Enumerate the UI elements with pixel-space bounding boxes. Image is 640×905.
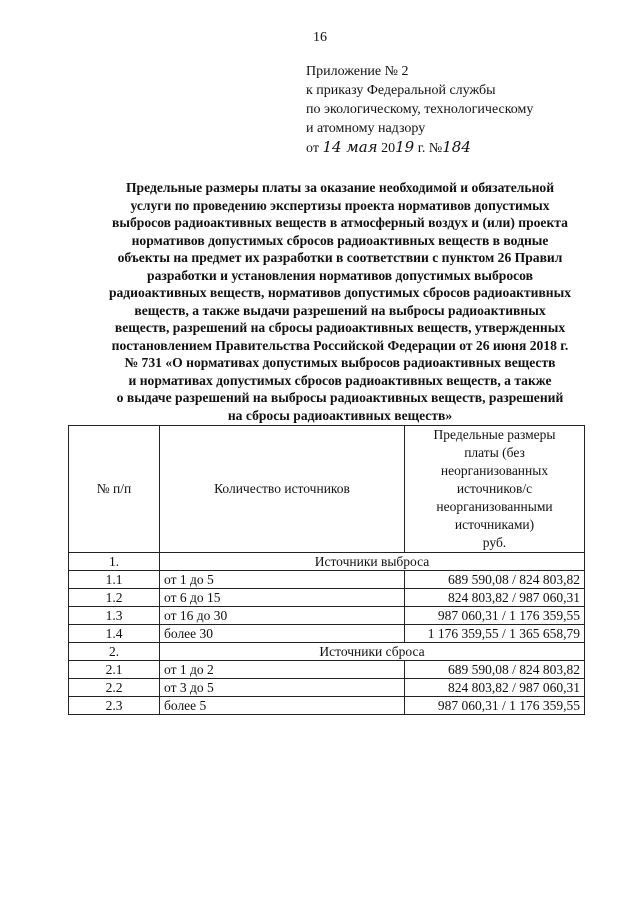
header-fee-line: платы (без — [464, 445, 525, 460]
document-title — [80, 179, 600, 424]
row-fee: 824 803,82 / 987 060,31 — [405, 589, 585, 607]
title-line: на сбросы радиоактивных веществ» — [227, 407, 453, 423]
appendix-block — [306, 62, 533, 158]
section-row — [69, 553, 585, 571]
header-num: № п/п — [69, 426, 160, 553]
title-line: услуги по проведению экспертизы проекта нормативов допустимых — [130, 197, 550, 213]
table-row — [69, 625, 585, 643]
appendix-line-3: по экологическому, технологическому — [306, 102, 534, 117]
year-prefix: 20 — [381, 141, 396, 156]
section-num: 1. — [69, 553, 160, 571]
page-number: 16 — [313, 30, 327, 45]
header-fee-line: неорганизованными — [436, 499, 553, 514]
header-fee-line: неорганизованных — [440, 463, 549, 478]
header-fee-line: Предельные размеры — [433, 427, 556, 442]
title-line: разработки и установления нормативов допустимых выбросов — [147, 267, 533, 283]
row-qty: от 16 до 30 — [160, 607, 405, 625]
table-row — [69, 661, 585, 679]
date-prefix: от — [306, 141, 319, 156]
appendix-date-line — [306, 138, 533, 158]
row-fee: 689 590,08 / 824 803,82 — [405, 571, 585, 589]
title-line: радиоактивных веществ, нормативов допустимых сбросов радиоактивных — [108, 285, 572, 300]
table-row — [69, 679, 585, 697]
date-handwritten: 14 мая — [322, 138, 378, 156]
row-fee: 987 060,31 / 1 176 359,55 — [405, 607, 585, 625]
table-row — [69, 589, 585, 607]
row-num: 1.3 — [69, 607, 160, 625]
year-handwritten: 19 — [395, 138, 415, 156]
header-qty: Количество источников — [160, 426, 405, 553]
row-fee: 689 590,08 / 824 803,82 — [405, 661, 585, 679]
appendix-line-2: к приказу Федеральной службы — [306, 83, 496, 98]
table-row — [69, 697, 585, 715]
row-qty: от 1 до 5 — [160, 571, 405, 589]
title-line: Предельные размеры платы за оказание необходимой и обязательной — [125, 180, 555, 195]
row-num: 2.3 — [69, 697, 160, 715]
row-qty: от 1 до 2 — [160, 661, 405, 679]
row-num: 1.2 — [69, 589, 160, 607]
table-row — [69, 607, 585, 625]
header-fee-line: источниками) — [454, 517, 535, 532]
title-line: постановлением Правительства Российской Федерации от 26 июня 2018 г. — [111, 337, 569, 353]
fee-table — [68, 425, 585, 715]
row-qty: более 5 — [160, 697, 405, 715]
section-num: 2. — [69, 643, 160, 661]
year-suffix: г. № — [417, 141, 443, 156]
title-line: веществ, а также выдачи разрешений на выбросы радиоактивных — [134, 302, 546, 318]
row-qty: от 6 до 15 — [160, 589, 405, 607]
table-header-row — [69, 426, 585, 553]
title-line: № 731 «О нормативах допустимых выбросов радиоактивных веществ — [124, 355, 556, 370]
title-line: нормативов допустимых сбросов радиоактивных веществ в водные — [131, 232, 549, 248]
row-qty: более 30 — [160, 625, 405, 643]
row-qty: от 3 до 5 — [160, 679, 405, 697]
row-num: 2.1 — [69, 661, 160, 679]
header-fee-line: источников/с — [456, 481, 533, 496]
appendix-line-4: и атомному надзору — [306, 121, 426, 136]
section-title: Источники сброса — [160, 643, 585, 661]
header-fee-line: руб. — [482, 535, 507, 550]
order-number-handwritten: 184 — [442, 138, 471, 156]
row-fee: 987 060,31 / 1 176 359,55 — [405, 697, 585, 715]
section-title: Источники выброса — [160, 553, 585, 571]
title-line: о выдаче разрешений на выбросы радиоактивных веществ, разрешений — [116, 390, 564, 405]
table-row — [69, 571, 585, 589]
row-num: 2.2 — [69, 679, 160, 697]
title-line: объекты на предмет их разработки в соответствии с пунктом 26 Правил — [117, 250, 563, 265]
title-line: веществ, разрешений на сбросы радиоактивных веществ, утвержденных — [114, 320, 566, 335]
row-num: 1.1 — [69, 571, 160, 589]
header-fee — [405, 426, 585, 553]
section-row — [69, 643, 585, 661]
row-num: 1.4 — [69, 625, 160, 643]
appendix-line-1: Приложение № 2 — [306, 64, 409, 79]
row-fee: 1 176 359,55 / 1 365 658,79 — [405, 625, 585, 643]
title-line: выбросов радиоактивных веществ в атмосферный воздух и (или) проекта — [112, 215, 568, 230]
row-fee: 824 803,82 / 987 060,31 — [405, 679, 585, 697]
title-line: и нормативах допустимых сбросов радиоактивных веществ, а также — [128, 372, 552, 388]
